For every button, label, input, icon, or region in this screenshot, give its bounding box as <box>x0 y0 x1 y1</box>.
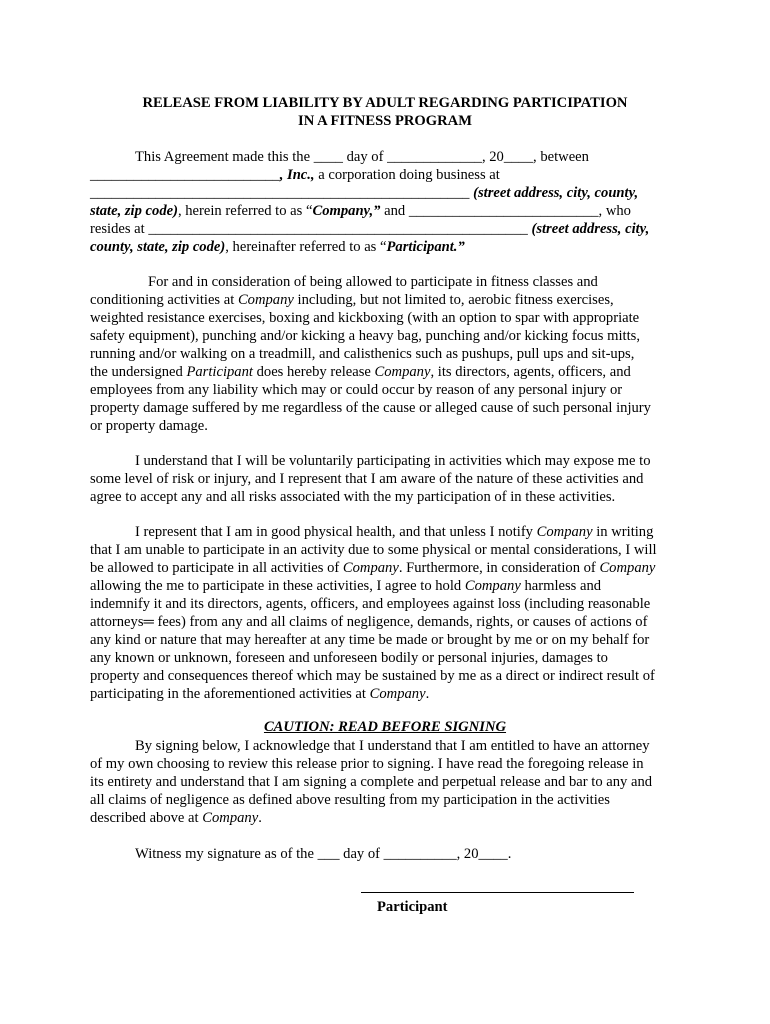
text-run: including, but not limited to, aerobic fitness exercises, <box>293 292 614 308</box>
text-run: or property damage. <box>90 418 208 434</box>
text-run: participating in the aforementioned activities at <box>90 686 370 702</box>
indemnity-line <box>90 667 655 685</box>
text-run: . <box>425 686 430 702</box>
text-run: of my own choosing to review this release prior to signing. I have read the foregoing release in <box>90 756 644 772</box>
intro-line <box>90 166 500 184</box>
text-run: the undersigned <box>90 364 187 380</box>
text-run: Company <box>237 292 294 308</box>
text-run: ____________________________________________________ <box>90 185 474 201</box>
text-run: Participant.” <box>386 239 465 255</box>
intro-line <box>90 220 649 238</box>
text-run: , its directors, agents, officers, and <box>430 364 631 380</box>
text-run: its entirety and understand that I am signing a complete and perpetual release and bar to any and <box>90 774 653 790</box>
document-title-line-2: IN A FITNESS PROGRAM <box>298 113 472 129</box>
text-run: a corporation doing business at <box>314 167 500 183</box>
text-run: running and/or walking on a treadmill, and calisthenics such as pushups, pull ups and sit-ups, <box>90 346 635 362</box>
consideration-line <box>90 291 614 309</box>
participant-label: Participant <box>377 899 448 915</box>
text-run: Company <box>342 560 399 576</box>
text-run: and __________________________, who <box>380 203 631 219</box>
consideration-line <box>148 273 598 291</box>
text-run: in writing <box>592 524 654 540</box>
indemnity-line <box>90 577 601 595</box>
text-run: harmless and <box>520 578 602 594</box>
indemnity-line <box>90 649 608 667</box>
text-run: , herein referred to as “ <box>177 203 313 219</box>
text-run: (street address, city, <box>531 221 650 237</box>
text-run: some level of risk or injury, and I represent that I am aware of the nature of these activities and <box>90 471 644 487</box>
consideration-line <box>90 327 640 345</box>
intro-line <box>90 184 638 202</box>
document-title-line-1: RELEASE FROM LIABILITY BY ADULT REGARDING PARTICIPATION <box>142 95 628 111</box>
text-run: safety equipment), punching and/or kicking a heavy bag, punching and/or kicking focus mitts, <box>90 328 640 344</box>
text-run: For and in consideration of being allowed to participate in fitness classes and <box>148 274 598 290</box>
text-run: . Furthermore, in consideration of <box>398 560 600 576</box>
intro-line <box>135 148 589 166</box>
text-run: , Inc., <box>279 167 315 183</box>
text-run: any kind or nature that may hereafter at any time be made or brought by me or on my behalf for <box>90 632 650 648</box>
text-run: Company,” <box>312 203 381 219</box>
text-run: weighted resistance exercises, boxing and kickboxing (with an option to spar with appropriate <box>90 310 640 326</box>
risk-line <box>90 488 615 506</box>
signature-line <box>361 892 634 893</box>
text-run: conditioning activities at <box>90 292 238 308</box>
text-run: any known or unknown, foreseen and unforeseen bodily or personal injuries, damages to <box>90 650 608 666</box>
text-run: I represent that I am in good physical health, and that unless I notify <box>135 524 537 540</box>
text-run: This Agreement made this the ____ day of _____________, 20____, between <box>135 149 589 165</box>
caution-line <box>135 737 650 755</box>
text-run: __________________________ <box>90 167 280 183</box>
consideration-line <box>90 363 631 381</box>
text-run: all claims of negligence as defined above resulting from my participation in the activities <box>90 792 610 808</box>
caution-heading: CAUTION: READ BEFORE SIGNING <box>263 719 507 735</box>
consideration-line <box>90 381 622 399</box>
text-run: . <box>258 810 262 826</box>
indemnity-line <box>135 523 653 541</box>
consideration-line <box>90 399 651 417</box>
text-run: Company <box>202 810 259 826</box>
text-run: does hereby release <box>252 364 375 380</box>
text-run: employees from any liability which may or could occur by reason of any personal injury or <box>90 382 623 398</box>
text-run: (street address, city, county, <box>473 185 639 201</box>
text-run: Company <box>536 524 593 540</box>
intro-line <box>90 202 631 220</box>
text-run: county, state, zip code) <box>90 239 226 255</box>
text-run: Company <box>374 364 431 380</box>
text-run: described above at <box>90 810 203 826</box>
indemnity-line <box>90 613 647 631</box>
text-run: attorneys═ fees) from any and all claims of negligence, demands, rights, or causes of actions of <box>90 614 648 630</box>
indemnity-line <box>90 685 429 703</box>
consideration-line <box>90 417 208 435</box>
text-run: , hereinafter referred to as “ <box>225 239 387 255</box>
text-run: state, zip code) <box>90 203 178 219</box>
risk-line <box>90 470 643 488</box>
text-run: Participant <box>186 364 253 380</box>
text-run: I understand that I will be voluntarily participating in activities which may expose me to <box>135 453 651 469</box>
caution-line <box>90 791 610 809</box>
text-run: property damage suffered by me regardless of the cause or alleged cause of such personal injury <box>90 400 651 416</box>
text-run: indemnify it and its directors, agents, officers, and employees against loss (including reasonable <box>90 596 651 612</box>
text-run: that I am unable to participate in an activity due to some physical or mental considerations, I will <box>90 542 657 558</box>
indemnity-line <box>90 559 655 577</box>
caution-line <box>90 773 652 791</box>
text-run: resides at ____________________________________________________ <box>90 221 532 237</box>
caution-line <box>90 809 262 827</box>
text-run: Company <box>369 686 426 702</box>
indemnity-line <box>90 631 649 649</box>
intro-line <box>90 238 465 256</box>
text-run: allowing the me to participate in these activities, I agree to hold <box>90 578 465 594</box>
text-run: property and consequences thereof which may be sustained by me as a direct or indirect result of <box>90 668 655 684</box>
consideration-line <box>90 345 634 363</box>
indemnity-line <box>90 595 650 613</box>
text-run: be allowed to participate in all activities of <box>90 560 343 576</box>
text-run: Company <box>599 560 656 576</box>
text-run: Company <box>464 578 521 594</box>
caution-line <box>90 755 644 773</box>
witness-line: Witness my signature as of the ___ day of __________, 20____. <box>135 846 512 862</box>
risk-line <box>135 452 651 470</box>
consideration-line <box>90 309 639 327</box>
text-run: By signing below, I acknowledge that I understand that I am entitled to have an attorney <box>135 738 650 754</box>
indemnity-line <box>90 541 657 559</box>
text-run: agree to accept any and all risks associated with the my participation of in these activities. <box>90 489 616 505</box>
